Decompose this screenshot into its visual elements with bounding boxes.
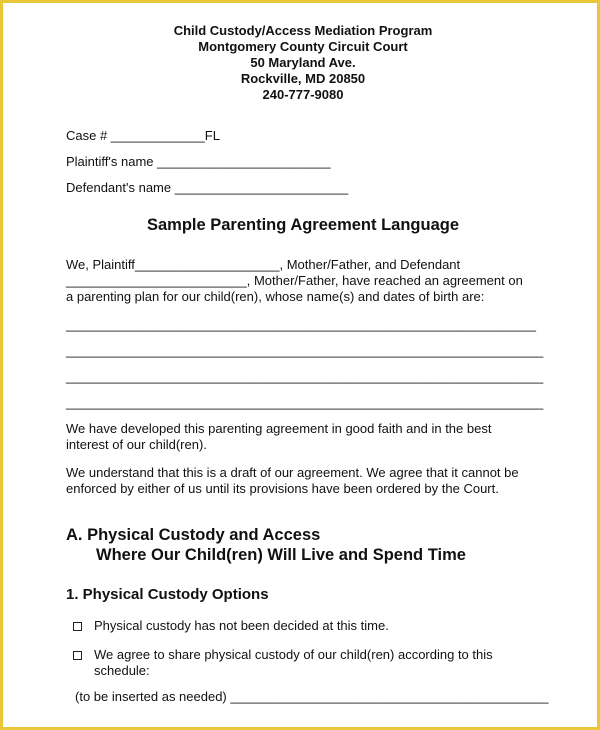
option-share-custody (73, 647, 524, 679)
document-header (3, 23, 600, 103)
blank-line: __________________________________________________________________ (66, 369, 544, 384)
schedule-insert-line: (to be inserted as needed) ____________________________________________ (75, 689, 549, 704)
defendant-name-field: Defendant's name ________________________ (66, 180, 349, 195)
section-a-heading (66, 525, 466, 565)
plaintiff-name-field: Plaintiff's name ________________________ (66, 154, 331, 169)
blank-line: _________________________________________________________________ (66, 317, 536, 332)
case-number-field: Case # _____________FL (66, 128, 220, 143)
court-name: Montgomery County Circuit Court (198, 39, 408, 54)
section-a-subtitle: Where Our Child(ren) Will Live and Spend Time (96, 546, 466, 564)
section-1-heading: 1. Physical Custody Options (66, 586, 269, 603)
phone-number: 240-777-9080 (262, 87, 344, 102)
street-address: 50 Maryland Ave. (250, 55, 356, 70)
checkbox-icon (73, 622, 82, 631)
option-label: Physical custody has not been decided at this time. (94, 618, 389, 633)
intro-line-2: _________________________, Mother/Father, have reached an agreement on (66, 273, 523, 288)
draft-paragraph: We understand that this is a draft of our agreement. We agree that it cannot be enforced by either of us until its provisions have been ordered by the Court. (66, 465, 519, 496)
checkbox-icon (73, 651, 82, 660)
option-label: We agree to share physical custody of our child(ren) according to this schedule: (94, 647, 493, 678)
city-state-zip: Rockville, MD 20850 (240, 71, 366, 86)
section-a-title: A. Physical Custody and Access (66, 526, 321, 544)
option-not-decided (73, 618, 524, 634)
program-name: Child Custody/Access Mediation Program (173, 23, 433, 38)
good-faith-paragraph: We have developed this parenting agreement in good faith and in the best interest of our child(ren). (66, 421, 492, 452)
document-title: Sample Parenting Agreement Language (146, 216, 460, 234)
blank-line: __________________________________________________________________ (66, 395, 544, 410)
blank-line: __________________________________________________________________ (66, 343, 544, 358)
intro-line-3: a parenting plan for our child(ren), whose name(s) and dates of birth are: (66, 289, 485, 304)
intro-line-1: We, Plaintiff____________________, Mother/Father, and Defendant (66, 257, 461, 272)
